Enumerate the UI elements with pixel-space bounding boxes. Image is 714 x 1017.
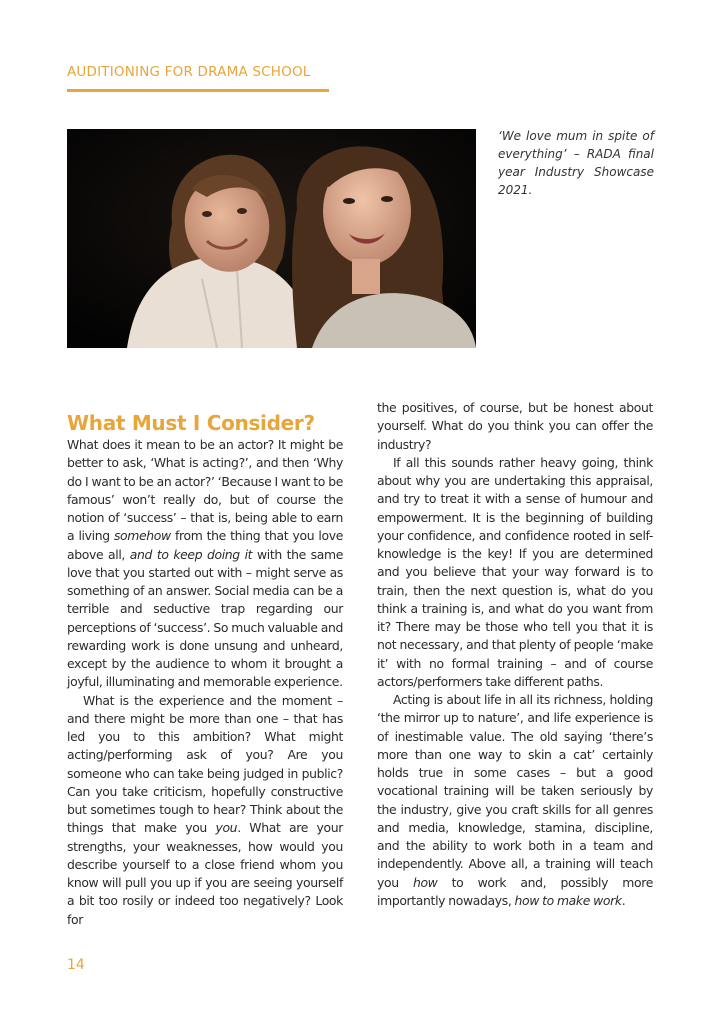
text-column-left <box>67 436 343 929</box>
running-head: AUDITIONING FOR DRAMA SCHOOL <box>67 64 311 80</box>
paragraph-continued: the positives, of course, but be honest about yourself. What do you think you can offer the industry? <box>377 400 653 452</box>
paragraph: What is the experience and the moment – and there might be more than one – that has led you to this ambition? What might acting/performing ask of you? Are you someone who can take being judged in public? Can you take criticism, hopefully constructive but sometimes tough to hear? Think about the things that make you you. What are your strengths, your weaknesses, how would you describe yourself to a close friend whom you know will pull you up if you are seeing yourself a bit too rosily or indeed too negatively? Look for <box>67 692 343 927</box>
section-heading: What Must I Consider? <box>67 410 315 435</box>
page-number: 14 <box>67 957 85 973</box>
production-photo <box>67 129 476 348</box>
paragraph: What does it mean to be an actor? It might be better to ask, ‘What is acting?’, and then ‘Why do I want to be an actor?’ ‘Because I want to be famous’ won’t really do, but of course the notion of ‘success’ – that is, being able to earn a living somehow from the thing that you love above all, and to keep doing it with the same love that you started out with – might serve as something of an answer. Social media can be a terrible and seductive trap regarding our perceptions of ‘success’. So much valuable and rewarding work is done unsung and unheard, except by the audience to whom it brought a joyful, illuminating and memorable experience. <box>67 437 344 690</box>
photo-illustration <box>67 129 476 348</box>
text-column-right <box>377 399 653 910</box>
photo-caption: ‘We love mum in spite of everything’ – RADA final year Industry Showcase 2021. <box>498 129 654 197</box>
paragraph: Acting is about life in all its richness, holding ‘the mirror up to nature’, and life experience is of inestimable value. The old saying ‘there’s more than one way to skin a cat’ certainly holds true in some cases – but a good vocational training will be taken seriously by the industry, give you craft skills for all genres and media, knowledge, stamina, discipline, and the ability to work both in a team and independently. Above all, a training will teach you how to work and, possibly more importantly nowadays, how to make work. <box>377 692 654 908</box>
header-rule <box>67 89 329 92</box>
paragraph: If all this sounds rather heavy going, think about why you are undertaking this appraisal, and try to treat it with a sense of humour and empowerment. It is the beginning of building your confidence, and confidence rooted in self-knowledge is the key! If you are determined and you believe that your way forward is to train, then the next question is, what do you think a training is, and what do you want from it? There may be those who tell you that it is not necessary, and that plenty of people ‘make it’ with no formal training – and of course actors/performers take different paths. <box>377 454 653 689</box>
